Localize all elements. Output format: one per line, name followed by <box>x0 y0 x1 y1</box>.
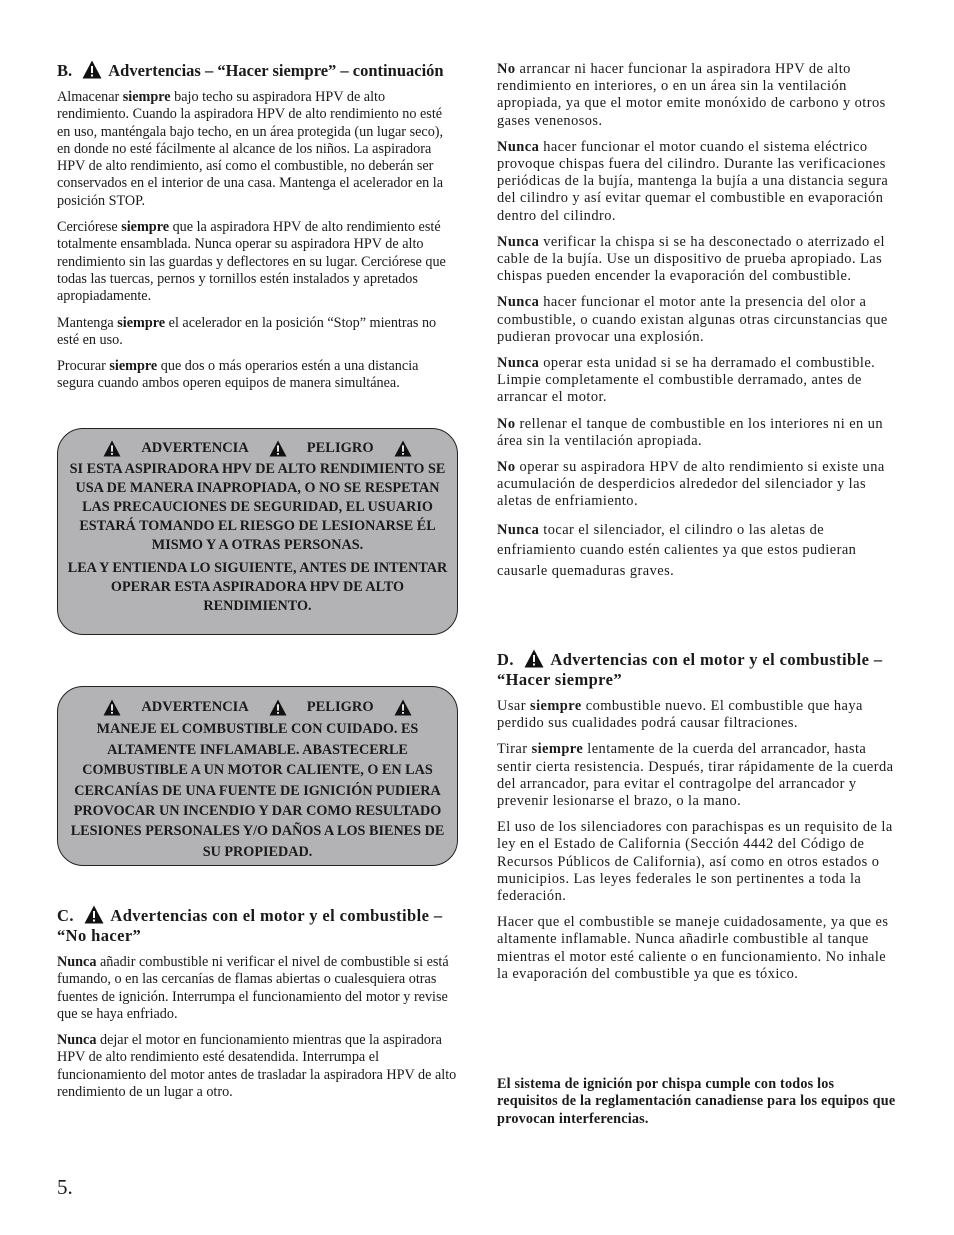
warning-triangle-icon <box>82 60 102 79</box>
peligro-label: PELIGRO <box>306 440 374 456</box>
section-d-heading <box>497 649 897 690</box>
section-d-letter: D. <box>497 650 514 669</box>
section-b-paragraph: Cerciórese siempre que la aspiradora HPV de alto rendimiento esté totalmente ensamblada. Nunca operar su aspiradora HPV de alto rendimiento sin las guardas y deflectores en su lugar. Cerciórese que todas las tuercas, pernos y tornillos estén instalados y apretados apropiadamente. <box>57 219 446 305</box>
section-c-paragraph: Nunca añadir combustible ni verificar el nivel de combustible si está fumando, o en las cercanías de flamas abiertas o cualesquiera otras fuentes de ignición. Interrumpa el funcionamiento del motor y revise que se haya enfriado. <box>57 954 449 1022</box>
section-b-paragraph: Procurar siempre que dos o más operarios estén a una distancia segura cuando ambos operen equipos de manera simultánea. <box>57 358 419 392</box>
right-paragraph: Nunca verificar la chispa si se ha desconectado o aterrizado el cable de la bujía. Use un dispositivo de prueba apropiado. Las chispas pueden encender la evaporación del combustible. <box>497 233 885 285</box>
page-number: 5. <box>57 1175 73 1199</box>
warning-triangle-icon <box>103 440 121 457</box>
ignition-compliance-note: El sistema de ignición por chispa cumple con todos los requisitos de la reglamentación canadiense para los equipos que provocan interferencias. <box>497 1076 896 1127</box>
right-paragraph: Nunca tocar el silenciador, el cilindro o las aletas de enfriamiento cuando estén calientes ya que estos pudieran causarle quemaduras graves. <box>497 521 857 579</box>
right-paragraph: No arrancar ni hacer funcionar la aspiradora HPV de alto rendimiento en interiores, o en un área sin la ventilación apropiada, ya que el motor emite monóxido de carbono y otros gases venenosos. <box>497 61 886 129</box>
warning-box-header <box>62 697 453 717</box>
section-d-paragraph: El uso de los silenciadores con parachispas es un requisito de la ley en el Estado de California (Sección 4442 del Código de Recursos Públicos de California), así como en otros estados o municipios. Las leyes federales le son pertinentes a toda la federación. <box>497 819 893 905</box>
section-c-letter: C. <box>57 906 74 925</box>
section-d-title: Advertencias con el motor y el combustible – “Hacer siempre” <box>497 650 883 689</box>
left-column <box>57 60 457 402</box>
warning-triangle-icon <box>394 440 412 457</box>
right-paragraph: No operar su aspiradora HPV de alto rendimiento si existe una acumulación de desperdicios alrededor del silenciador y las aletas de enfriamiento. <box>497 459 885 510</box>
warning-triangle-icon <box>84 905 104 924</box>
warning-triangle-icon <box>103 699 121 716</box>
advertencia-label: ADVERTENCIA <box>141 440 249 456</box>
warning-text: SI ESTA ASPIRADORA HPV DE ALTO RENDIMIENTO SE USA DE MANERA INAPROPIADA, O NO SE RESPETAN LAS PRECAUCIONES DE SEGURIDAD, EL USUARIO ESTARÁ TOMANDO EL RIESGO DE LESIONARSE ÉL MISMO Y A OTRAS PERSONAS. <box>69 461 446 553</box>
section-d-paragraph: Tirar siempre lentamente de la cuerda del arrancador, hasta sentir cierta resistencia. Después, tirar rápidamente de la cuerda del arrancador, para evitar el contragolpe del arrancador y prevenir lesionarse el brazo, o la mano. <box>497 741 894 810</box>
section-c-heading <box>57 905 457 946</box>
warning-text: MANEJE EL COMBUSTIBLE CON CUIDADO. ES ALTAMENTE INFLAMABLE. ABASTECERLE COMBUSTIBLE A UN MOTOR CALIENTE, O EN LAS CERCANÍAS DE UNA FUENTE DE IGNICIÓN PUDIERA PROVOCAR UN INCENDIO Y DAR COMO RESULTADO LESIONES PERSONALES Y/O DAÑOS A LOS BIENES DE SU PROPIEDAD. <box>70 721 445 860</box>
warning-triangle-icon <box>524 649 544 668</box>
right-paragraph: No rellenar el tanque de combustible en los interiores ni en un área sin la ventilación apropiada. <box>497 415 884 449</box>
warning-triangle-icon <box>269 699 287 716</box>
section-c <box>57 905 457 1110</box>
warning-box-fuel <box>57 686 458 866</box>
right-paragraph: Nunca operar esta unidad si se ha derramado el combustible. Limpie completamente el combustible derramado, antes de arrancar el motor. <box>497 355 876 406</box>
section-c-title: Advertencias con el motor y el combustible – “No hacer” <box>57 906 443 945</box>
warning-text: LEA Y ENTIENDA LO SIGUIENTE, ANTES DE INTENTAR OPERAR ESTA ASPIRADORA HPV DE ALTO RENDIMIENTO. <box>67 560 448 614</box>
right-paragraph: Nunca hacer funcionar el motor ante la presencia del olor a combustible, o cuando existan algunas otras circunstancias que pudieran provocar una explosión. <box>497 294 888 345</box>
warning-triangle-icon <box>269 440 287 457</box>
section-c-paragraph: Nunca dejar el motor en funcionamiento mientras que la aspiradora HPV de alto rendimiento esté desatendida. Interrumpa el funcionamiento del motor antes de trasladar la aspiradora HPV de alto rendimiento de un lugar a otro. <box>57 1032 457 1101</box>
section-b-heading <box>57 60 457 81</box>
warning-box-header <box>62 439 453 458</box>
section-d-paragraph: Usar siempre combustible nuevo. El combustible que haya perdido sus cualidades podrá causar filtraciones. <box>497 698 863 732</box>
advertencia-label: ADVERTENCIA <box>141 699 249 715</box>
warning-box-misuse <box>57 428 458 635</box>
section-b-paragraph: Mantenga siempre el acelerador en la posición “Stop” mientras no esté en uso. <box>57 314 437 348</box>
right-paragraph: Nunca hacer funcionar el motor cuando el sistema eléctrico provoque chispas fuera del cilindro. Durante las verificaciones periódicas de la bujía, mantenga la bujía a una distancia segura del cilindro y así evitar quemar el combustible en evaporación dentro del cilindro. <box>497 138 889 224</box>
section-d <box>497 649 897 992</box>
right-column <box>497 61 897 590</box>
section-d-paragraph: Hacer que el combustible se maneje cuidadosamente, ya que es altamente inflamable. Nunca añadirle combustible al tanque mientras el motor esté caliente o en funcionamiento. No inhale la evaporación del combustible ya que es tóxico. <box>497 914 889 982</box>
section-b-paragraph: Almacenar siempre bajo techo su aspiradora HPV de alto rendimiento. Cuando la aspiradora HPV de alto rendimiento no esté en uso, manténgala bajo techo, en un área protegida (un lugar seco), en donde no esté fácilmente al alcance de los niños. La aspiradora HPV de alto rendimiento, así como el combustible, no deberán ser conservados en el interior de una casa. Mantenga el acelerador en la posición STOP. <box>57 89 444 209</box>
section-b-title: Advertencias – “Hacer siempre” – continuación <box>108 61 444 80</box>
warning-triangle-icon <box>394 699 412 716</box>
section-b-letter: B. <box>57 61 73 80</box>
peligro-label: PELIGRO <box>306 699 374 715</box>
